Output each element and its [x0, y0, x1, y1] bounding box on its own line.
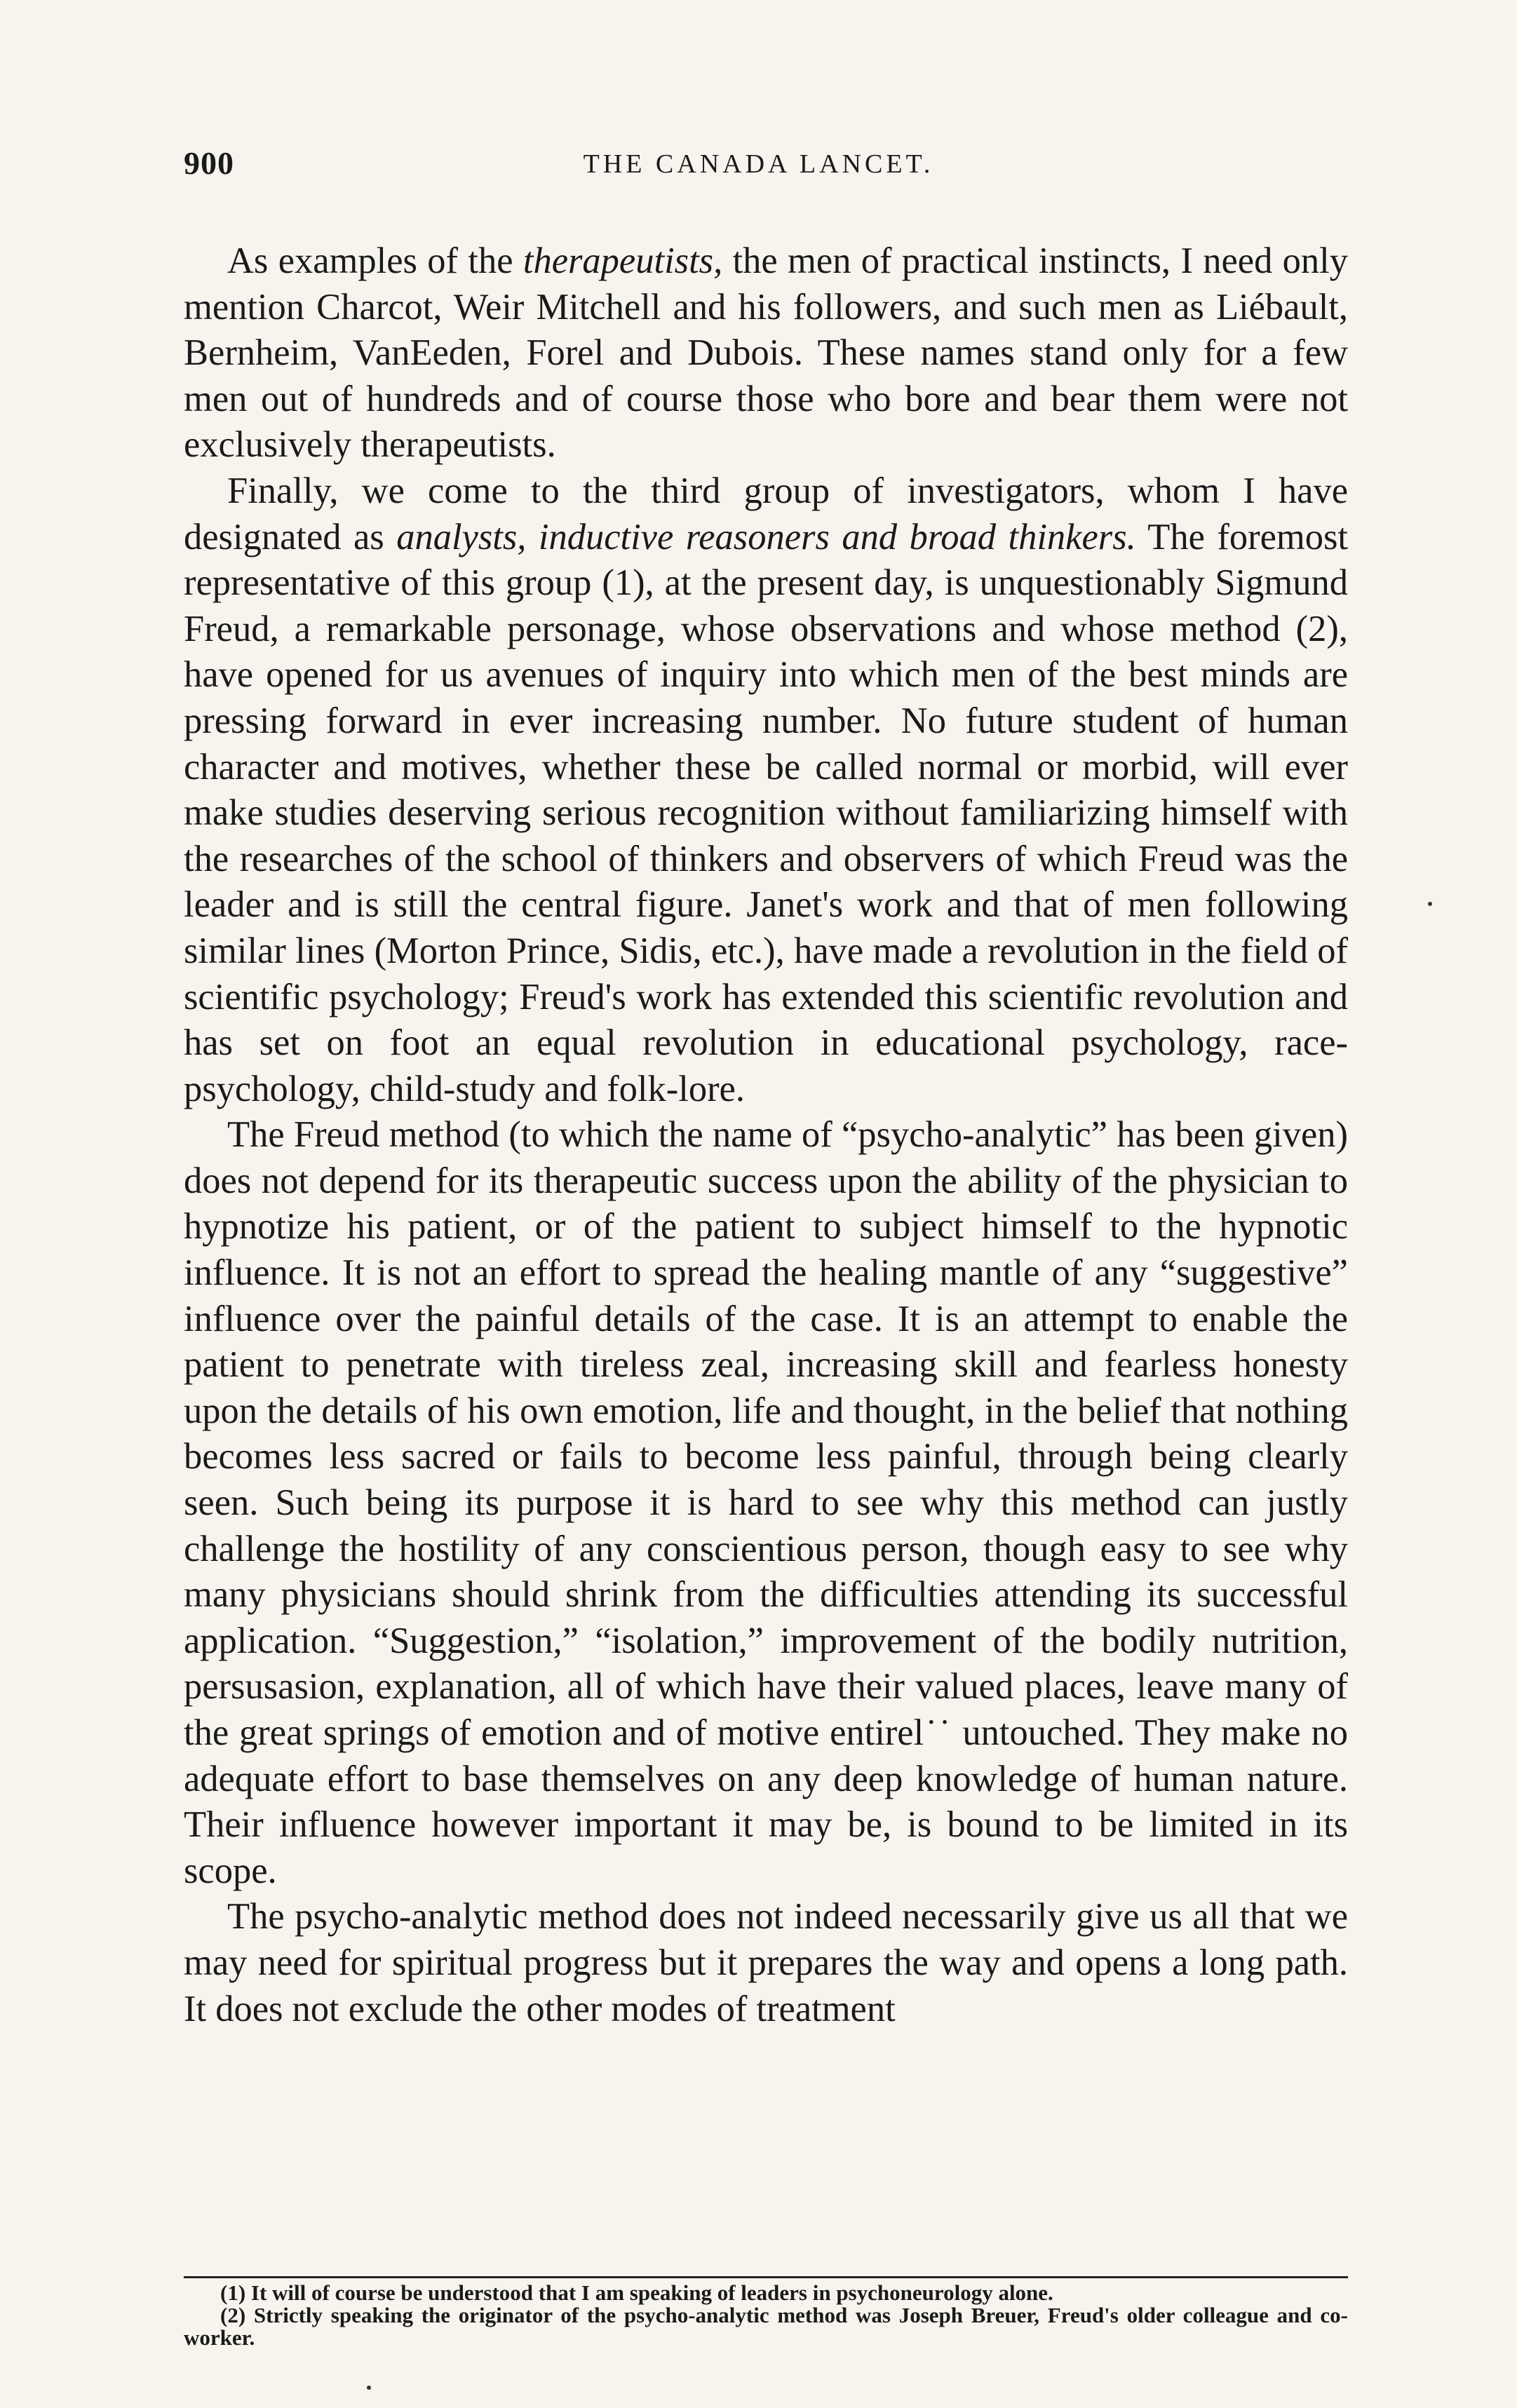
text-run: The Freud method (to which the name of “psycho-analytic” has been given) does not depend for its therapeutic success upon the ability of the physician to hypnotize his patient, or of the patient to subject himself to the hypnotic influence. It is not an effort to spread the healing mantle of any “suggestive” influence over the painful details of the case. It is an attempt to enable the patient to penetrate with tireless zeal, increasing skill and fearless honesty upon the details of his own emotion, life and thought, in the belief that nothing becomes less sacred or fails to become less painful, through being clearly seen. Such being its purpose it is hard to see why this method can justly challenge the hostility of any conscientious person, though easy to see why many physicians should shrink from the difficulties attending its successful application. “Suggestion,” “isolation,” improvement of the bodily nutrition, persusasion, explanation, all of which have their valued places, leave many of the great springs of emotion and of motive entirel˙˙ untouched. They make no adequate effort to base themselves on any deep knowledge of human nature. Their influence however important it may be, is bound to be limited in its scope. [184, 1114, 1348, 1891]
paragraph-freud-method [184, 1112, 1348, 1894]
text-run: The psycho-analytic method does not indeed necessarily give us all that we may need for spiritual progress but it prepares the way and opens a long path. It does not exclude the other modes of treatment [184, 1896, 1348, 2029]
paragraph-therapeutists [184, 238, 1348, 468]
page-header [0, 144, 1517, 189]
page-number: 900 [184, 145, 234, 181]
article-body [184, 238, 1348, 2032]
paragraph-psycho-analytic [184, 1894, 1348, 2032]
text-run: The foremost representative of this group (1), at the present day, is unquestionably Sigmund Freud, a remarkable personage, whose observations and whose method (2), have opened for us avenues of inquiry into which men of the best minds are pressing forward in ever increasing number. No future student of human character and motives, whether these be called normal or morbid, will ever make studies deserving serious recognition without familiarizing himself with the researches of the school of thinkers and observers of which Freud was the leader and is still the central figure. Janet's work and that of men following similar lines (Morton Prince, Sidis, etc.), have made a revolution in the field of scientific psychology; Freud's work has extended this scientific revolution and has set on foot an equal revolution in educational psychology, race-psychology, child-study and folk-lore. [184, 516, 1348, 1109]
paragraph-analysts [184, 468, 1348, 1112]
running-title: THE CANADA LANCET. [583, 149, 934, 179]
italic-phrase: therapeutists, [522, 241, 723, 281]
text-run: As examples of the [227, 241, 523, 281]
footnote-divider [184, 2276, 1348, 2278]
footnotes [184, 2282, 1348, 2349]
footnote-2: (2) Strictly speaking the originator of the psycho-analytic method was Joseph Breuer, Freud's older colleague and co-worker. [184, 2303, 1348, 2350]
print-speck [1428, 902, 1432, 906]
text-run: Finally, we come to the third group of investigators, whom I have designated as [184, 470, 1348, 557]
italic-phrase: analysts, inductive reasoners and broad thinkers. [396, 516, 1136, 557]
print-speck [367, 2386, 371, 2390]
footnote-1: (1) It will of course be understood that I am speaking of leaders in psychoneurology alone. [220, 2280, 1053, 2305]
text-run: the men of practical instincts, I need only mention Charcot, Weir Mitchell and his followers, and such men as Liébault, Bernheim, VanEeden, Forel and Dubois. These names stand only for a few men out of hundreds and of course those who bore and bear them were not exclusively therapeutists. [184, 241, 1348, 466]
